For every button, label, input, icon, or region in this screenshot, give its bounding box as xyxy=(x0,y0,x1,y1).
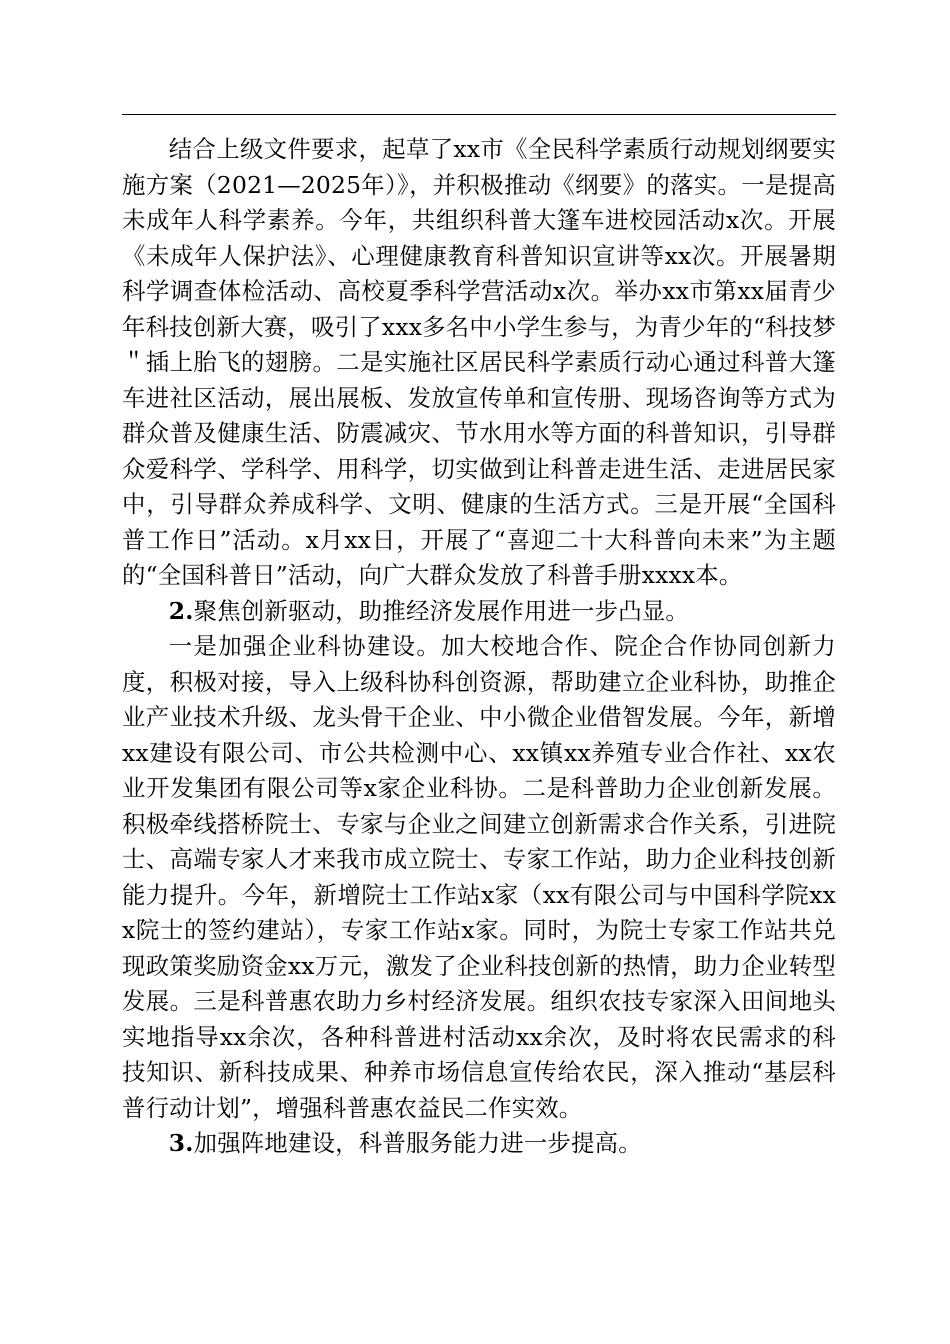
section-heading-3 xyxy=(122,1126,836,1162)
section-number-2: 2. xyxy=(168,596,194,625)
document-body xyxy=(122,132,836,1162)
section-title-3: 加强阵地建设，科普服务能力进一步提高。 xyxy=(193,1129,642,1157)
section-heading-2 xyxy=(122,594,836,630)
section-title-2: 聚焦创新驱动，助推经济发展作用进一步凸显。 xyxy=(193,596,690,625)
body-paragraph-1: 结合上级文件要求，起草了xx市《全民科学素质行动规划纲要实施方案（2021—2025年）》，并积极推动《纲要》的落实。一是提高未成年人科学素养。今年，共组织科普大篷车进校园活动x次。开展《未成年人保护法》、心理健康教育科普知识宣讲等xx次。开展暑期科学调查体检活动、高校夏季科学营活动x次。举办xx市第xx届青少年科技创新大赛，吸引了xxx多名中小学生参与，为青少年的“科技梦＂插上胎飞的翅膀。二是实施社区居民科学素质行动心通过科普大篷车进社区活动，展出展板、发放宣传单和宣传册、现场咨询等方式为群众普及健康生活、防震减灾、节水用水等方面的科普知识，引导群众爱科学、学科学、用科学，切实做到让科普走进生活、走进居民家中，引导群众养成科学、文明、健康的生活方式。三是开展“全国科普工作日”活动。x月xx日，开展了“喜迎二十大科普向未来”为主题的“全国科普日”活动，向广大群众发放了科普手册xxxx本。 xyxy=(122,135,836,589)
section-number-3: 3. xyxy=(168,1129,194,1157)
body-paragraph-2: 一是加强企业科协建设。加大校地合作、院企合作协同创新力度，积极对接，导入上级科协科创资源，帮助建立企业科协，助推企业产业技术升级、龙头骨干企业、中小微企业借智发展。今年，新增xx建设有限公司、市公共检测中心、xx镇xx养殖专业合作社、xx农业开发集团有限公司等x家企业科协。二是科普助力企业创新发展。积极牵线搭桥院士、专家与企业之间建立创新需求合作关系，引进院士、高端专家人才来我市成立院士、专家工作站，助力企业科技创新能力提升。今年，新增院士工作站x家（xx有限公司与中国科学院xxx院士的签约建站），专家工作站x家。同时，为院士专家工作站共兑现政策奖励资金xx万元，激发了企业科技创新的热情，助力企业转型发展。三是科普惠农助力乡村经济发展。组织农技专家深入田间地头实地指导xx余次，各种科普进村活动xx余次，及时将农民需求的科技知识、新科技成果、种养市场信息宣传给农民，深入推动“基层科普行动计划”，增强科普惠农益民二作实效。 xyxy=(122,632,836,1122)
header-rule xyxy=(122,114,836,115)
